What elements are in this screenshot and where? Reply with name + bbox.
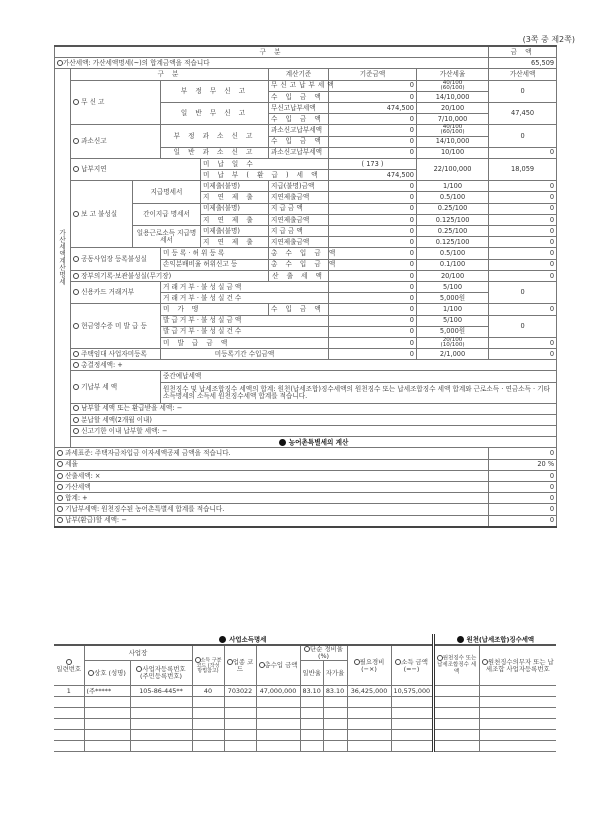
rural-value: 0 bbox=[489, 515, 557, 527]
report-type: 지 연 제 출 bbox=[201, 214, 269, 225]
business-income-row bbox=[54, 697, 556, 708]
col-income: 소득 금액 (=−) bbox=[391, 645, 433, 686]
col-reg-no: 사업자등록번호 (주민등록번호) bbox=[130, 661, 192, 686]
rate: 20/100 bbox=[417, 270, 489, 281]
basis: 거 래 거 부 · 불 성 실 금 액 bbox=[161, 281, 329, 292]
rate: 22/100,000 bbox=[417, 158, 489, 180]
base-amount: 0 bbox=[329, 349, 417, 360]
cell-industry-code bbox=[224, 741, 256, 752]
rate: 5/100 bbox=[417, 315, 489, 326]
rural-row: 세율 bbox=[55, 459, 489, 470]
cell-agent-reg bbox=[479, 697, 556, 708]
cell-general-rate: 83.10 bbox=[300, 686, 323, 697]
col-expense-rate: 단순 경비율(%) bbox=[300, 645, 347, 661]
cell-income bbox=[391, 741, 433, 752]
rate: 5,000원 bbox=[417, 293, 489, 304]
cell-expenses bbox=[347, 708, 391, 719]
cell-name bbox=[84, 741, 130, 752]
cell-own-rate bbox=[323, 708, 347, 719]
cell-serial bbox=[54, 697, 84, 708]
under-filing-general-label: 일 반 과 소 신 고 bbox=[161, 147, 269, 158]
cell-income: 10,575,000 bbox=[391, 686, 433, 697]
rate: 0.1/100 bbox=[417, 259, 489, 270]
base-amount: 0 bbox=[329, 136, 417, 147]
surcharge: 0 bbox=[489, 203, 557, 214]
col-category: 구 분 bbox=[71, 69, 269, 80]
cell-industry-code bbox=[224, 719, 256, 730]
base-amount: 0 bbox=[329, 270, 417, 281]
cell-industry-code bbox=[224, 697, 256, 708]
rural-value: 0 bbox=[489, 504, 557, 515]
report-type: 미제출(불명) bbox=[201, 203, 269, 214]
base-amount: 0 bbox=[329, 237, 417, 248]
base-amount: 0 bbox=[329, 281, 417, 292]
surcharge: 0 bbox=[489, 315, 557, 337]
bullet-icon bbox=[457, 636, 464, 643]
base-amount: 0 bbox=[329, 259, 417, 270]
rate: 0.125/100 bbox=[417, 214, 489, 225]
installment-label: 분납할 세액(2개월 이내) bbox=[71, 414, 557, 425]
cell-agent-reg bbox=[479, 708, 556, 719]
base-amount: 0 bbox=[329, 315, 417, 326]
surcharge: 0 bbox=[489, 349, 557, 360]
under-filing-fraud-label: 부 정 과 소 신 고 bbox=[161, 125, 269, 147]
rural-value: 20 % bbox=[489, 459, 557, 470]
report-group-label: 지급명세서 bbox=[133, 181, 201, 203]
cell-own-rate bbox=[323, 719, 347, 730]
business-income-row bbox=[54, 708, 556, 719]
cell-serial bbox=[54, 730, 84, 741]
credit-card-label: 신용카드 거래거부 bbox=[71, 281, 161, 303]
cell-own-rate bbox=[323, 730, 347, 741]
rural-row: 기납부세액: 원천징수된 농어촌특별세 합계를 적습니다. bbox=[55, 504, 489, 515]
rural-value: 0 bbox=[489, 493, 557, 504]
cell-withheld bbox=[433, 719, 479, 730]
basis: 지 급 금 액 bbox=[269, 203, 329, 214]
cell-reg-no bbox=[130, 708, 192, 719]
base-amount: 0 bbox=[329, 226, 417, 237]
rate: 40/100 bbox=[442, 124, 463, 131]
cell-serial bbox=[54, 741, 84, 752]
cell-income-type: 40 bbox=[192, 686, 224, 697]
cash-receipt-label: 현금영수증 미 발 급 등 bbox=[71, 304, 161, 349]
col-revenue: 총수입 금액 bbox=[256, 645, 300, 686]
col-rate: 가산세율 bbox=[417, 69, 489, 80]
bullet-icon bbox=[279, 439, 286, 446]
surcharge: 0 bbox=[489, 248, 557, 259]
rate: 2/1,000 bbox=[417, 349, 489, 360]
basis: 미 발 급 금 액 bbox=[161, 337, 329, 348]
base-amount: 0 bbox=[329, 91, 417, 102]
cell-agent-reg bbox=[479, 686, 556, 697]
base-amount: 0 bbox=[329, 114, 417, 125]
business-income-row bbox=[54, 741, 556, 752]
cell-name bbox=[84, 719, 130, 730]
basis: 미등록기간 수입금액 bbox=[161, 349, 329, 360]
cell-industry-code: 703022 bbox=[224, 686, 256, 697]
report-group-label: 간이지급 명세서 bbox=[133, 203, 201, 225]
cell-general-rate bbox=[300, 730, 323, 741]
business-income-table bbox=[54, 634, 556, 752]
interim-label: 중간예납세액 bbox=[161, 371, 557, 382]
page-indicator: (3쪽 중 제2쪽) bbox=[522, 35, 575, 44]
cell-agent-reg bbox=[479, 741, 556, 752]
cell-industry-code bbox=[224, 730, 256, 741]
col-serial: 일련번호 bbox=[54, 645, 84, 686]
cell-serial bbox=[54, 708, 84, 719]
late-payment-label: 납부지연 bbox=[71, 158, 201, 180]
rate: (60/100) bbox=[440, 84, 465, 91]
cell-expenses bbox=[347, 719, 391, 730]
cell-withheld bbox=[433, 697, 479, 708]
cell-income-type bbox=[192, 708, 224, 719]
joint-type: 미 등 록 · 허 위 등 록 bbox=[161, 248, 269, 259]
base-amount: 0 bbox=[329, 248, 417, 259]
col-basis: 계산기준 bbox=[269, 69, 329, 80]
cell-revenue: 47,000,000 bbox=[256, 686, 300, 697]
rate: 0.25/100 bbox=[417, 226, 489, 237]
cell-expenses: 36,425,000 bbox=[347, 686, 391, 697]
no-filing-label: 무 신 고 bbox=[71, 80, 161, 125]
base-amount: 0 bbox=[329, 293, 417, 304]
basis: 무신고납부세액 bbox=[269, 102, 329, 113]
cell-income-type bbox=[192, 697, 224, 708]
surcharge: 0 bbox=[489, 147, 557, 158]
bookkeeping-label: 장부의기록·보관불성실(무기장) bbox=[71, 270, 269, 281]
col-agent-reg: 원천징수의무자 또는 납세조합 사업자등록번호 bbox=[479, 645, 556, 686]
cell-serial: 1 bbox=[54, 686, 84, 697]
base-amount: 474,500 bbox=[329, 170, 417, 181]
cell-reg-no bbox=[130, 741, 192, 752]
cell-income bbox=[391, 697, 433, 708]
joint-type: 손익분배비율 허위신고 등 bbox=[161, 259, 269, 270]
joint-business-label: 공동사업장 등록불성실 bbox=[71, 248, 161, 270]
rural-row: 합계: + bbox=[55, 493, 489, 504]
cell-general-rate bbox=[300, 719, 323, 730]
report-type: 미제출(불명) bbox=[201, 181, 269, 192]
cell-name bbox=[84, 697, 130, 708]
cell-withheld bbox=[433, 708, 479, 719]
col-name: 상호 (성명) bbox=[84, 661, 130, 686]
under-filing-label: 과소신고 bbox=[71, 125, 161, 159]
rural-row: 산출세액: × bbox=[55, 470, 489, 481]
surcharge: 0 bbox=[489, 270, 557, 281]
cell-serial bbox=[54, 719, 84, 730]
base-amount: 0 bbox=[329, 125, 417, 136]
rate: (10/100) bbox=[440, 341, 465, 348]
report-group-label: 일용근로소득 지급명세서 bbox=[133, 226, 201, 248]
col-own-rate: 자가율 bbox=[323, 661, 347, 686]
rural-value: 0 bbox=[489, 481, 557, 492]
basis: 총 수 입 금 액 bbox=[269, 248, 329, 259]
rural-row: 가산세액 bbox=[55, 481, 489, 492]
basis: 미 납 일 수 bbox=[201, 158, 329, 169]
report-failure-label: 보 고 불성실 bbox=[71, 181, 133, 248]
cell-own-rate bbox=[323, 741, 347, 752]
cell-own-rate: 83.10 bbox=[323, 686, 347, 697]
basis: 수 입 금 액 bbox=[269, 136, 329, 147]
basis: 지연제출금액 bbox=[269, 237, 329, 248]
cell-expenses bbox=[347, 741, 391, 752]
rate: 7/10,000 bbox=[417, 114, 489, 125]
col-surcharge: 가산세액 bbox=[489, 69, 557, 80]
surcharge: 18,059 bbox=[489, 158, 557, 180]
cell-revenue bbox=[256, 708, 300, 719]
basis: 총 수 입 금 액 bbox=[269, 259, 329, 270]
surcharge: 0 bbox=[489, 337, 557, 348]
rate: 0.125/100 bbox=[417, 237, 489, 248]
rate: 14/10,000 bbox=[417, 91, 489, 102]
cell-reg-no: 105-86-445** bbox=[130, 686, 192, 697]
cell-industry-code bbox=[224, 708, 256, 719]
basis: 지연제출금액 bbox=[269, 192, 329, 203]
total-tax-label: 총결정세액: + bbox=[71, 360, 557, 371]
surcharge: 0 bbox=[489, 192, 557, 203]
prepaid-label: 기납부 세 액 bbox=[71, 371, 161, 403]
tax-calculation-table bbox=[54, 45, 557, 528]
col-withheld: 원천징수 또는 납세조합징수 세액 bbox=[433, 645, 479, 686]
surcharge: 0 bbox=[489, 214, 557, 225]
cell-general-rate bbox=[300, 741, 323, 752]
base-amount: 0 bbox=[329, 304, 417, 315]
cell-income-type bbox=[192, 730, 224, 741]
col-income-type: 소득 구분코드 (작성 방법참고) bbox=[192, 645, 224, 686]
rate: 0.5/100 bbox=[417, 192, 489, 203]
business-income-row bbox=[54, 686, 556, 697]
cell-name bbox=[84, 730, 130, 741]
surcharge: 0 bbox=[489, 181, 557, 192]
rate: 1/100 bbox=[417, 304, 489, 315]
surcharge: 0 bbox=[489, 259, 557, 270]
report-type: 미제출(불명) bbox=[201, 226, 269, 237]
basis: 발 급 거 부 · 불 성 실 금 액 bbox=[161, 315, 329, 326]
cell-revenue bbox=[256, 719, 300, 730]
cell-withheld bbox=[433, 741, 479, 752]
surcharge: 0 bbox=[489, 304, 557, 315]
col-industry-code: 업종 코드 bbox=[224, 645, 256, 686]
rate: 0.25/100 bbox=[417, 203, 489, 214]
cell-income bbox=[391, 719, 433, 730]
base-amount: 0 bbox=[329, 203, 417, 214]
rate: (60/100) bbox=[440, 129, 465, 136]
withholding-label: 원천징수 및 납세조합징수 세액의 합계: 원천(납세조합)징수세액의 원천징수 또는 납세조합징수 세액 합계와 근로소득 · 연금소득 · 기타소득명세의 소득세 원천징수세액 합계를 적습니다. bbox=[161, 382, 557, 403]
rate: 0.5/100 bbox=[417, 248, 489, 259]
basis: 발 급 거 부 · 불 성 실 건 수 bbox=[161, 326, 329, 337]
surcharge: 0 bbox=[489, 281, 557, 303]
base-amount: 0 bbox=[329, 192, 417, 203]
rate: 20/100 bbox=[417, 102, 489, 113]
cell-withheld bbox=[433, 730, 479, 741]
cell-reg-no bbox=[130, 697, 192, 708]
cell-income-type bbox=[192, 719, 224, 730]
col-expenses: 필요경비 (−×) bbox=[347, 645, 391, 686]
cell-agent-reg bbox=[479, 730, 556, 741]
base-amount: 0 bbox=[329, 326, 417, 337]
surcharge: 0 bbox=[489, 80, 557, 102]
basis: 수 입 금 액 bbox=[269, 114, 329, 125]
base-amount: 0 bbox=[329, 214, 417, 225]
rural-tax-title: 농어촌특별세의 계산 bbox=[71, 437, 557, 448]
due-tax-label: 신고기한 이내 납부할 세액: − bbox=[71, 426, 557, 437]
surcharge: 0 bbox=[489, 125, 557, 147]
cell-reg-no bbox=[130, 719, 192, 730]
base-amount: 0 bbox=[329, 181, 417, 192]
surcharge-total-value: 65,509 bbox=[489, 58, 557, 69]
basis: 지연제출금액 bbox=[269, 214, 329, 225]
rural-value: 0 bbox=[489, 470, 557, 481]
rural-row: 납부(환급)할 세액: − bbox=[55, 515, 489, 527]
report-type: 지 연 제 출 bbox=[201, 192, 269, 203]
cell-revenue bbox=[256, 697, 300, 708]
base-amount: 0 bbox=[329, 337, 417, 348]
basis: 수 입 금 액 bbox=[269, 91, 329, 102]
cell-income-type bbox=[192, 741, 224, 752]
base-amount: 474,500 bbox=[329, 102, 417, 113]
basis: 무신고납부세액 bbox=[269, 80, 329, 91]
cell-income bbox=[391, 708, 433, 719]
col-workplace: 사업장 bbox=[84, 645, 192, 661]
cell-general-rate bbox=[300, 708, 323, 719]
col-base-amount: 기준금액 bbox=[329, 69, 417, 80]
no-filing-general-label: 일 반 무 신 고 bbox=[161, 102, 269, 124]
housing-rental-label: 주택임대 사업자미등록 bbox=[71, 349, 161, 360]
cell-revenue bbox=[256, 741, 300, 752]
report-type: 지 연 제 출 bbox=[201, 237, 269, 248]
base-amount: 0 bbox=[329, 80, 417, 91]
rural-value: 0 bbox=[489, 448, 557, 459]
surcharge: 47,450 bbox=[489, 102, 557, 124]
col-general-rate: 일반율 bbox=[300, 661, 323, 686]
no-filing-fraud-label: 부 정 무 신 고 bbox=[161, 80, 269, 102]
basis: 산 출 세 액 bbox=[269, 270, 329, 281]
cell-name: (주***** bbox=[84, 686, 130, 697]
header-amount: 금 액 bbox=[489, 46, 557, 58]
cell-own-rate bbox=[323, 697, 347, 708]
business-income-title: 사업소득명세 bbox=[54, 634, 433, 645]
rate: 20/100 bbox=[442, 336, 463, 343]
cell-reg-no bbox=[130, 730, 192, 741]
basis: 과소신고납부세액 bbox=[269, 147, 329, 158]
rate: 5/100 bbox=[417, 281, 489, 292]
cell-agent-reg bbox=[479, 719, 556, 730]
cell-income bbox=[391, 730, 433, 741]
cell-expenses bbox=[347, 730, 391, 741]
rural-row: 과세표준: 주택자금차입금 이자세액공제 금액을 적습니다. bbox=[55, 448, 489, 459]
cell-withheld bbox=[433, 686, 479, 697]
basis: 지급(불명)금액 bbox=[269, 181, 329, 192]
withholding-title: 원천(납세조합)징수세액 bbox=[433, 634, 556, 645]
base-amount: 0 bbox=[329, 147, 417, 158]
basis: 과소신고납부세액 bbox=[269, 125, 329, 136]
cell-expenses bbox=[347, 697, 391, 708]
surcharge: 0 bbox=[489, 237, 557, 248]
rate: 5,000원 bbox=[417, 326, 489, 337]
surcharge-total-label: 가산세액: 가산세액명세(~)의 합계금액을 적습니다 bbox=[55, 58, 489, 69]
cell-name bbox=[84, 708, 130, 719]
bullet-icon bbox=[219, 636, 226, 643]
basis: 거 래 거 부 · 불 성 실 건 수 bbox=[161, 293, 329, 304]
business-income-row bbox=[54, 730, 556, 741]
header-category: 구 분 bbox=[55, 46, 489, 58]
surcharge: 0 bbox=[489, 226, 557, 237]
cell-general-rate bbox=[300, 697, 323, 708]
rate: 40/100 bbox=[442, 79, 463, 86]
side-label: 가산 세액 계산 명세 bbox=[55, 69, 71, 448]
basis: 지 급 금 액 bbox=[269, 226, 329, 237]
cash-type: 미 가 맹 bbox=[161, 304, 269, 315]
rate: 14/10,000 bbox=[417, 136, 489, 147]
rate: 1/100 bbox=[417, 181, 489, 192]
base-amount: ( 173 ) bbox=[329, 158, 417, 169]
payable-tax-label: 남부할 세액 또는 환급받을 세액: − bbox=[71, 403, 557, 414]
business-income-row bbox=[54, 719, 556, 730]
basis: 미 납 부 ( 환 급 ) 세 액 bbox=[201, 170, 329, 181]
cell-revenue bbox=[256, 730, 300, 741]
basis: 수 입 금 액 bbox=[269, 304, 329, 315]
rate: 10/100 bbox=[417, 147, 489, 158]
